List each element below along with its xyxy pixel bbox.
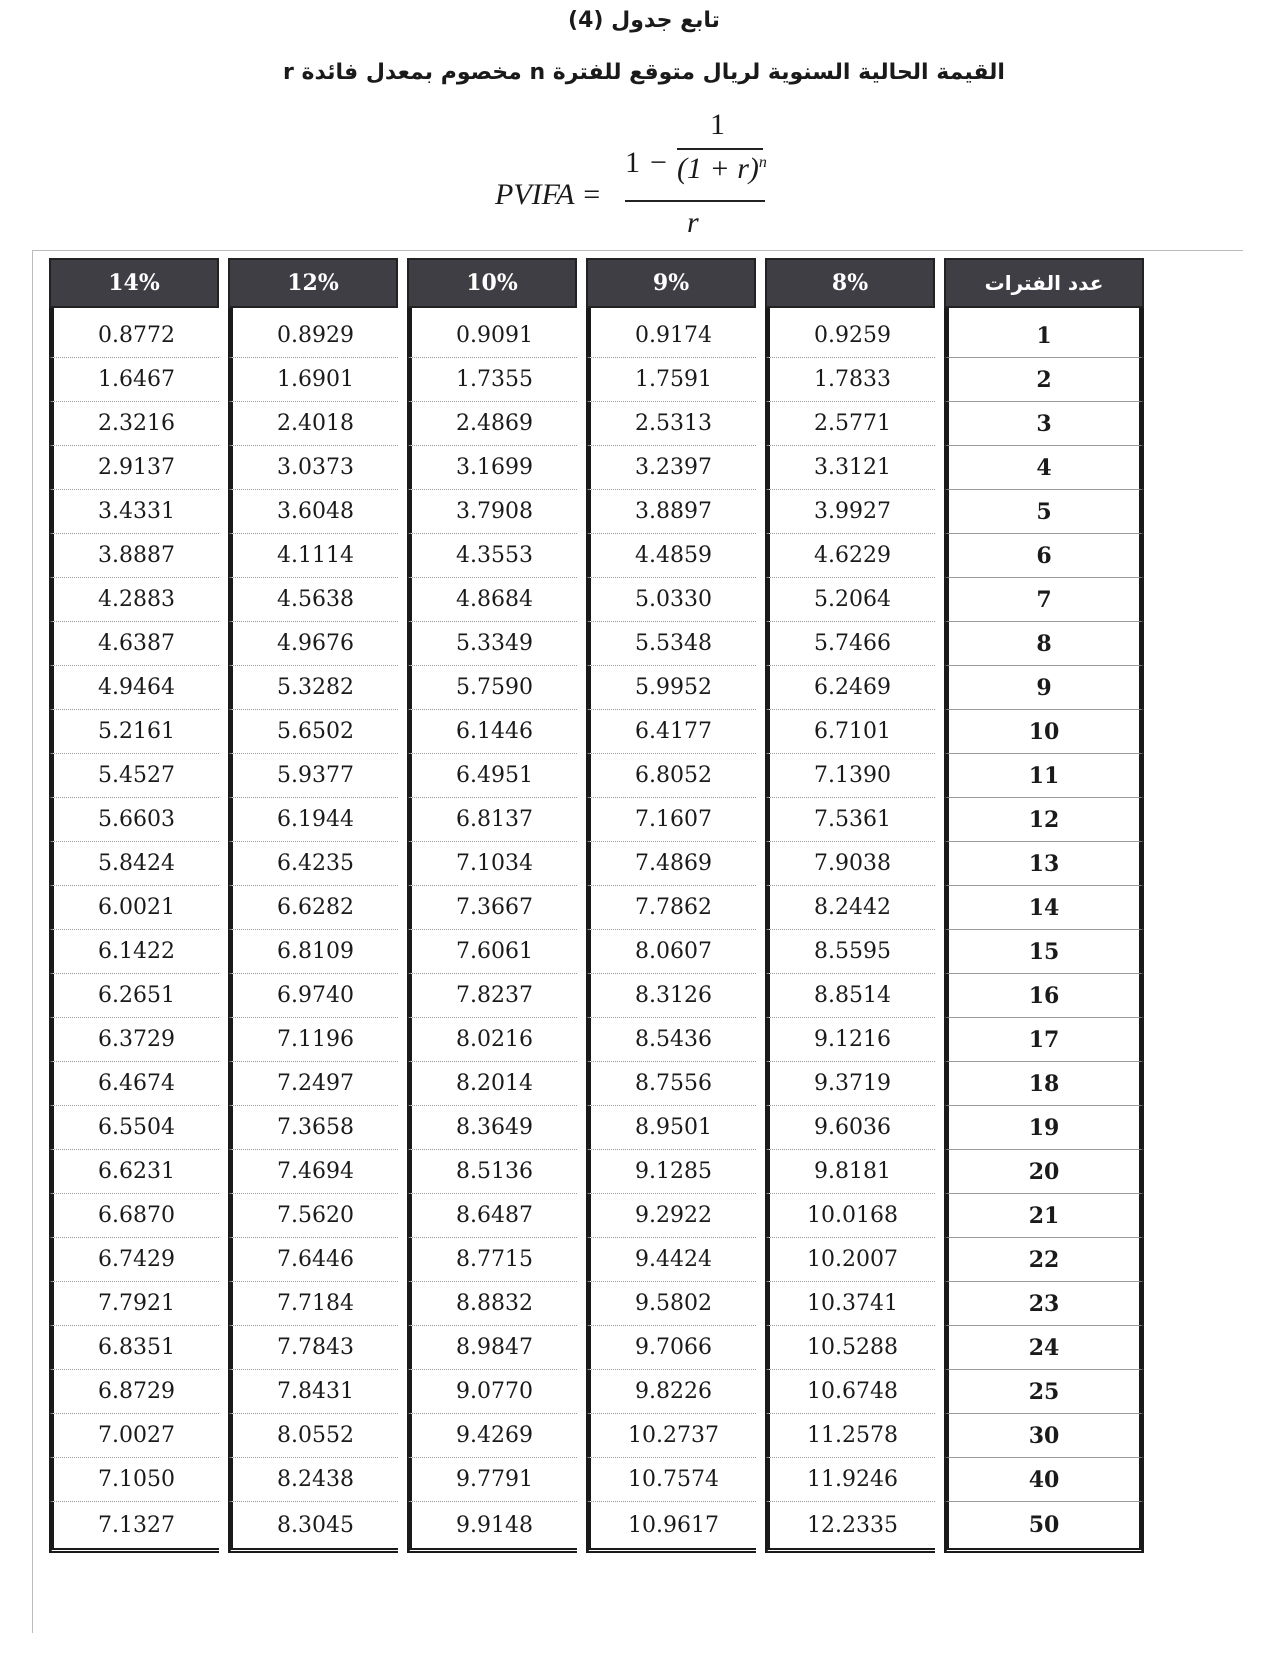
- factor-cell: 5.0330: [586, 578, 756, 622]
- table-row: [49, 358, 1144, 402]
- period-cell: 10: [944, 710, 1144, 754]
- factor-cell: 12.2335: [765, 1502, 935, 1553]
- pvifa-formula: [495, 108, 795, 238]
- factor-cell: 7.0027: [49, 1414, 219, 1458]
- factor-cell: 0.9259: [765, 308, 935, 358]
- factor-cell: 7.9038: [765, 842, 935, 886]
- factor-cell: 4.1114: [228, 534, 398, 578]
- factor-cell: 4.9676: [228, 622, 398, 666]
- factor-cell: 7.5361: [765, 798, 935, 842]
- factor-cell: 8.5136: [407, 1150, 577, 1194]
- factor-cell: 0.9091: [407, 308, 577, 358]
- factor-cell: 5.5348: [586, 622, 756, 666]
- table-row: [49, 1106, 1144, 1150]
- formula-minus: −: [650, 146, 667, 179]
- factor-cell: 7.6446: [228, 1238, 398, 1282]
- factor-cell: 3.0373: [228, 446, 398, 490]
- factor-cell: 8.9847: [407, 1326, 577, 1370]
- factor-cell: 8.7715: [407, 1238, 577, 1282]
- factor-cell: 7.1607: [586, 798, 756, 842]
- factor-cell: 7.7184: [228, 1282, 398, 1326]
- factor-cell: 7.1050: [49, 1458, 219, 1502]
- factor-cell: 9.4269: [407, 1414, 577, 1458]
- factor-cell: 1.6467: [49, 358, 219, 402]
- formula-inner-numerator: 1: [710, 108, 725, 141]
- table-row: [49, 1414, 1144, 1458]
- factor-cell: 10.7574: [586, 1458, 756, 1502]
- table-row: [49, 446, 1144, 490]
- column-header-rate: 8%: [765, 258, 935, 308]
- factor-cell: 7.6061: [407, 930, 577, 974]
- column-header-rate: 12%: [228, 258, 398, 308]
- factor-cell: 10.0168: [765, 1194, 935, 1238]
- factor-cell: 10.9617: [586, 1502, 756, 1553]
- factor-cell: 11.9246: [765, 1458, 935, 1502]
- table-row: [49, 930, 1144, 974]
- factor-cell: 4.3553: [407, 534, 577, 578]
- factor-cell: 3.8887: [49, 534, 219, 578]
- factor-cell: 6.6231: [49, 1150, 219, 1194]
- factor-cell: 0.9174: [586, 308, 756, 358]
- factor-cell: 9.7791: [407, 1458, 577, 1502]
- factor-cell: 6.4951: [407, 754, 577, 798]
- factor-cell: 7.1390: [765, 754, 935, 798]
- factor-cell: 8.5595: [765, 930, 935, 974]
- factor-cell: 5.2064: [765, 578, 935, 622]
- table-row: [49, 1018, 1144, 1062]
- factor-cell: 4.5638: [228, 578, 398, 622]
- period-cell: 21: [944, 1194, 1144, 1238]
- table-row: [49, 974, 1144, 1018]
- factor-cell: 10.2737: [586, 1414, 756, 1458]
- factor-cell: 5.2161: [49, 710, 219, 754]
- factor-cell: 7.1327: [49, 1502, 219, 1553]
- factor-cell: 2.3216: [49, 402, 219, 446]
- factor-cell: 3.4331: [49, 490, 219, 534]
- table-row: [49, 622, 1144, 666]
- factor-cell: 8.3126: [586, 974, 756, 1018]
- factor-cell: 9.7066: [586, 1326, 756, 1370]
- factor-cell: 5.9377: [228, 754, 398, 798]
- factor-cell: 0.8929: [228, 308, 398, 358]
- factor-cell: 5.3282: [228, 666, 398, 710]
- factor-cell: 7.4694: [228, 1150, 398, 1194]
- table-title: تابع جدول (4): [568, 8, 720, 33]
- period-cell: 2: [944, 358, 1144, 402]
- period-cell: 9: [944, 666, 1144, 710]
- factor-cell: 6.2651: [49, 974, 219, 1018]
- formula-inner-fraction-bar: [677, 148, 763, 150]
- factor-cell: 3.3121: [765, 446, 935, 490]
- period-cell: 16: [944, 974, 1144, 1018]
- table-row: [49, 666, 1144, 710]
- period-cell: 18: [944, 1062, 1144, 1106]
- factor-cell: 9.8181: [765, 1150, 935, 1194]
- period-cell: 40: [944, 1458, 1144, 1502]
- factor-cell: 6.4177: [586, 710, 756, 754]
- factor-cell: 6.3729: [49, 1018, 219, 1062]
- period-cell: 14: [944, 886, 1144, 930]
- factor-cell: 7.7862: [586, 886, 756, 930]
- factor-cell: 6.4674: [49, 1062, 219, 1106]
- factor-cell: 7.1034: [407, 842, 577, 886]
- column-header-rate: 9%: [586, 258, 756, 308]
- factor-cell: 6.1446: [407, 710, 577, 754]
- period-cell: 20: [944, 1150, 1144, 1194]
- pvifa-table: [40, 258, 1153, 1553]
- factor-cell: 4.4859: [586, 534, 756, 578]
- factor-cell: 10.6748: [765, 1370, 935, 1414]
- factor-cell: 1.6901: [228, 358, 398, 402]
- factor-cell: 7.1196: [228, 1018, 398, 1062]
- factor-cell: 10.5288: [765, 1326, 935, 1370]
- factor-cell: 7.8237: [407, 974, 577, 1018]
- table-row: [49, 534, 1144, 578]
- factor-cell: 8.5436: [586, 1018, 756, 1062]
- factor-cell: 6.8351: [49, 1326, 219, 1370]
- factor-cell: 4.6229: [765, 534, 935, 578]
- table-row: [49, 1282, 1144, 1326]
- factor-cell: 9.5802: [586, 1282, 756, 1326]
- table-row: [49, 754, 1144, 798]
- factor-cell: 7.4869: [586, 842, 756, 886]
- factor-cell: 6.8052: [586, 754, 756, 798]
- factor-cell: 5.6502: [228, 710, 398, 754]
- factor-cell: 6.1944: [228, 798, 398, 842]
- period-cell: 30: [944, 1414, 1144, 1458]
- factor-cell: 8.2438: [228, 1458, 398, 1502]
- factor-cell: 6.7101: [765, 710, 935, 754]
- formula-exponent: n: [758, 154, 767, 171]
- factor-cell: 9.8226: [586, 1370, 756, 1414]
- factor-cell: 8.6487: [407, 1194, 577, 1238]
- factor-cell: 5.7466: [765, 622, 935, 666]
- table-subtitle: القيمة الحالية السنوية لريال متوقع للفترة n مخصوم بمعدل فائدة r: [283, 60, 1005, 85]
- factor-cell: 3.8897: [586, 490, 756, 534]
- period-cell: 50: [944, 1502, 1144, 1553]
- factor-cell: 8.7556: [586, 1062, 756, 1106]
- factor-cell: 6.7429: [49, 1238, 219, 1282]
- factor-cell: 8.9501: [586, 1106, 756, 1150]
- factor-cell: 6.4235: [228, 842, 398, 886]
- factor-cell: 6.1422: [49, 930, 219, 974]
- period-cell: 19: [944, 1106, 1144, 1150]
- factor-cell: 8.0607: [586, 930, 756, 974]
- period-cell: 11: [944, 754, 1144, 798]
- period-cell: 15: [944, 930, 1144, 974]
- period-cell: 4: [944, 446, 1144, 490]
- factor-cell: 4.9464: [49, 666, 219, 710]
- period-cell: 13: [944, 842, 1144, 886]
- factor-cell: 3.9927: [765, 490, 935, 534]
- factor-cell: 5.9952: [586, 666, 756, 710]
- factor-cell: 1.7833: [765, 358, 935, 402]
- factor-cell: 4.2883: [49, 578, 219, 622]
- factor-cell: 7.8431: [228, 1370, 398, 1414]
- table-row: [49, 1194, 1144, 1238]
- table-row: [49, 1150, 1144, 1194]
- period-cell: 12: [944, 798, 1144, 842]
- period-cell: 25: [944, 1370, 1144, 1414]
- factor-cell: 7.5620: [228, 1194, 398, 1238]
- factor-cell: 6.8109: [228, 930, 398, 974]
- factor-cell: 7.3667: [407, 886, 577, 930]
- factor-cell: 3.2397: [586, 446, 756, 490]
- factor-cell: 4.8684: [407, 578, 577, 622]
- factor-cell: 0.8772: [49, 308, 219, 358]
- period-cell: 3: [944, 402, 1144, 446]
- factor-cell: 7.7921: [49, 1282, 219, 1326]
- factor-cell: 6.6282: [228, 886, 398, 930]
- factor-cell: 5.8424: [49, 842, 219, 886]
- factor-cell: 7.2497: [228, 1062, 398, 1106]
- factor-cell: 10.2007: [765, 1238, 935, 1282]
- factor-cell: 8.0552: [228, 1414, 398, 1458]
- factor-cell: 2.5771: [765, 402, 935, 446]
- table-row: [49, 1062, 1144, 1106]
- table-row: [49, 842, 1144, 886]
- table-row: [49, 798, 1144, 842]
- factor-cell: 2.5313: [586, 402, 756, 446]
- period-cell: 7: [944, 578, 1144, 622]
- factor-cell: 9.1285: [586, 1150, 756, 1194]
- formula-one: 1: [625, 146, 640, 179]
- factor-cell: 6.8137: [407, 798, 577, 842]
- factor-cell: 9.1216: [765, 1018, 935, 1062]
- factor-cell: 8.8832: [407, 1282, 577, 1326]
- factor-cell: 9.2922: [586, 1194, 756, 1238]
- factor-cell: 1.7355: [407, 358, 577, 402]
- factor-cell: 5.6603: [49, 798, 219, 842]
- factor-cell: 9.9148: [407, 1502, 577, 1553]
- formula-fraction-bar: [625, 200, 765, 202]
- table-row: [49, 886, 1144, 930]
- factor-cell: 8.2442: [765, 886, 935, 930]
- factor-cell: 6.0021: [49, 886, 219, 930]
- period-cell: 24: [944, 1326, 1144, 1370]
- column-header-periods: عدد الفترات: [944, 258, 1144, 308]
- period-cell: 1: [944, 308, 1144, 358]
- factor-cell: 6.5504: [49, 1106, 219, 1150]
- period-cell: 23: [944, 1282, 1144, 1326]
- table-row: [49, 1502, 1144, 1553]
- factor-cell: 8.3649: [407, 1106, 577, 1150]
- factor-cell: 8.8514: [765, 974, 935, 1018]
- factor-cell: 5.4527: [49, 754, 219, 798]
- formula-inner-denominator: [677, 152, 767, 186]
- factor-cell: 3.7908: [407, 490, 577, 534]
- column-header-rate: 10%: [407, 258, 577, 308]
- factor-cell: 7.3658: [228, 1106, 398, 1150]
- period-cell: 17: [944, 1018, 1144, 1062]
- factor-cell: 8.2014: [407, 1062, 577, 1106]
- factor-cell: 6.9740: [228, 974, 398, 1018]
- table-row: [49, 308, 1144, 358]
- table-row: [49, 1370, 1144, 1414]
- factor-cell: 9.4424: [586, 1238, 756, 1282]
- table-row: [49, 490, 1144, 534]
- factor-cell: 2.9137: [49, 446, 219, 490]
- factor-cell: 11.2578: [765, 1414, 935, 1458]
- period-cell: 5: [944, 490, 1144, 534]
- factor-cell: 8.3045: [228, 1502, 398, 1553]
- formula-lhs: PVIFA =: [495, 178, 602, 211]
- factor-cell: 6.2469: [765, 666, 935, 710]
- formula-denominator: r: [687, 206, 699, 239]
- table-row: [49, 710, 1144, 754]
- table-row: [49, 1458, 1144, 1502]
- factor-cell: 4.6387: [49, 622, 219, 666]
- table-row: [49, 402, 1144, 446]
- factor-cell: 3.6048: [228, 490, 398, 534]
- factor-cell: 5.3349: [407, 622, 577, 666]
- factor-cell: 6.6870: [49, 1194, 219, 1238]
- factor-cell: 8.0216: [407, 1018, 577, 1062]
- factor-cell: 9.3719: [765, 1062, 935, 1106]
- table-body: [49, 308, 1144, 1553]
- period-cell: 8: [944, 622, 1144, 666]
- table-row: [49, 1326, 1144, 1370]
- column-header-rate: 14%: [49, 258, 219, 308]
- factor-cell: 9.6036: [765, 1106, 935, 1150]
- formula-base: (1 + r): [677, 152, 759, 185]
- factor-cell: 3.1699: [407, 446, 577, 490]
- period-cell: 6: [944, 534, 1144, 578]
- period-cell: 22: [944, 1238, 1144, 1282]
- factor-cell: 2.4018: [228, 402, 398, 446]
- header-row: [49, 258, 1144, 308]
- factor-cell: 7.7843: [228, 1326, 398, 1370]
- table-row: [49, 1238, 1144, 1282]
- factor-cell: 9.0770: [407, 1370, 577, 1414]
- factor-cell: 2.4869: [407, 402, 577, 446]
- factor-cell: 5.7590: [407, 666, 577, 710]
- factor-cell: 10.3741: [765, 1282, 935, 1326]
- table-row: [49, 578, 1144, 622]
- factor-cell: 6.8729: [49, 1370, 219, 1414]
- factor-cell: 1.7591: [586, 358, 756, 402]
